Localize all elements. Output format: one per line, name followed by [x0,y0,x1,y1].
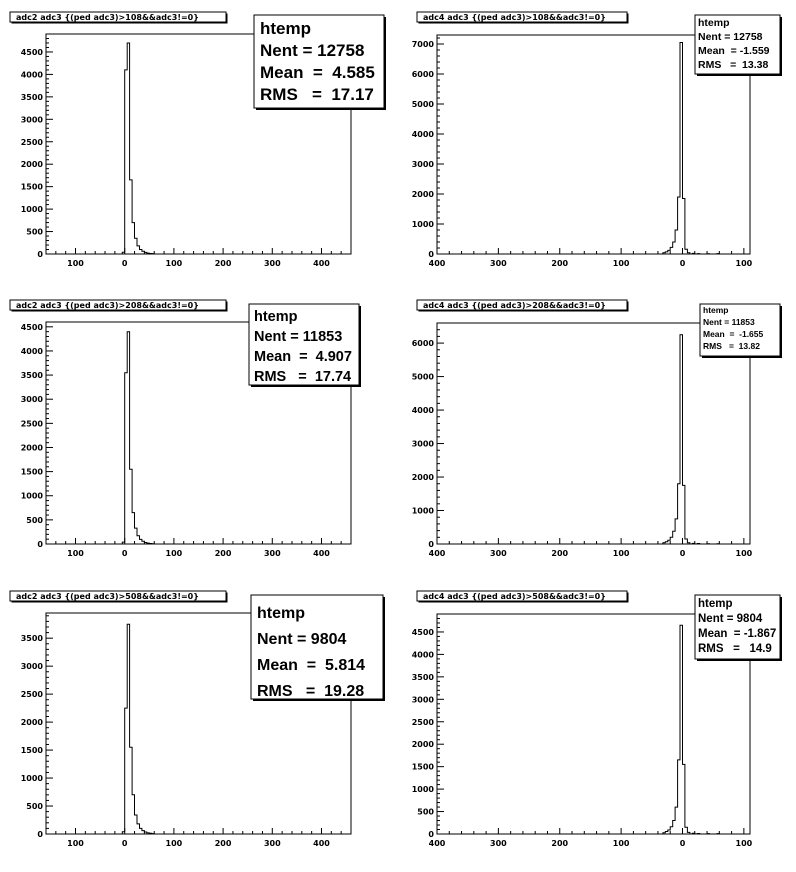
y-tick-label: 6000 [411,339,434,349]
stats-name: htemp [257,605,305,622]
y-tick-label: 500 [26,802,43,812]
stats-line: Nent = 11853 [703,317,755,327]
stats-line: RMS = 13.38 [698,59,769,71]
x-tick-label: 100 [67,839,84,848]
x-tick-label: 400 [428,839,446,848]
stats-line: Nent = 11853 [254,329,343,345]
y-tick-label: 3500 [411,672,434,682]
stats-name: htemp [698,598,733,610]
stats-line: RMS = 14.9 [698,643,772,655]
x-tick-label: 200 [214,839,232,848]
histogram-panel-6 [412,591,782,848]
x-tick-label: 100 [165,259,183,268]
y-tick-label: 5000 [411,100,434,109]
y-tick-label: 0 [428,250,434,259]
x-tick-label: 400 [313,839,330,848]
y-tick-label: 1000 [20,205,43,215]
chart-title: adc4 adc3 {(ped adc3)>508&&adc3!=0} [423,592,606,601]
y-tick-label: 0 [428,540,434,549]
x-tick-label: 200 [214,549,232,558]
y-tick-label: 3500 [20,92,43,102]
histogram-panel-2 [412,12,782,268]
y-tick-label: 7000 [411,40,434,49]
y-tick-label: 4000 [411,406,434,416]
stats-name: htemp [254,309,298,325]
x-tick-label: 100 [612,259,630,268]
x-tick-label: 300 [490,259,507,268]
y-tick-label: 4500 [20,47,43,57]
x-tick-label: 200 [551,259,569,268]
x-tick-label: 100 [67,549,84,558]
histogram-bins [122,332,154,544]
y-tick-label: 0 [37,250,43,259]
histogram-panel-3 [10,300,361,558]
histogram-panel-5 [10,591,385,848]
x-tick-label: 200 [551,549,569,558]
chart-title: adc4 adc3 {(ped adc3)>208&&adc3!=0} [423,301,606,310]
y-tick-label: 3000 [20,395,43,405]
x-tick-label: 300 [490,549,507,558]
stats-line: Mean = 5.814 [257,657,366,674]
stats-line: RMS = 17.17 [260,85,374,104]
y-tick-label: 1500 [20,182,43,192]
y-tick-label: 2000 [20,718,43,728]
stats-line: Mean = -1.655 [703,329,764,339]
y-tick-label: 500 [26,515,43,525]
x-tick-label: 100 [612,839,630,848]
y-tick-label: 2000 [411,740,434,750]
x-tick-label: 100 [67,259,84,268]
chart-title: adc2 adc3 {(ped adc3)>108&&adc3!=0} [16,13,199,22]
y-tick-label: 2500 [20,690,43,700]
y-tick-label: 3000 [411,695,434,705]
stats-line: Mean = 4.585 [260,63,375,82]
x-tick-label: 0 [679,259,686,268]
chart-title: adc2 adc3 {(ped adc3)>208&&adc3!=0} [16,301,199,310]
histogram-bins [663,335,719,544]
x-tick-label: 0 [679,549,686,558]
y-tick-label: 4000 [20,70,43,80]
x-tick-label: 100 [165,549,183,558]
stats-name: htemp [698,17,730,29]
stats-line: RMS = 17.74 [254,369,352,385]
x-tick-label: 0 [121,549,128,558]
y-tick-label: 3000 [411,160,434,169]
y-tick-label: 2000 [20,160,43,170]
x-tick-label: 0 [679,839,686,848]
y-tick-label: 2500 [20,137,43,147]
y-tick-label: 500 [26,227,43,237]
chart-title: adc4 adc3 {(ped adc3)>108&&adc3!=0} [423,13,606,22]
y-tick-label: 2500 [20,419,43,429]
x-tick-label: 400 [313,259,330,268]
histogram-bins [122,624,154,834]
y-tick-label: 2500 [411,717,434,727]
y-tick-label: 3500 [20,634,43,644]
stats-name: htemp [703,305,729,315]
stats-line: Mean = -1.559 [698,45,770,57]
y-tick-label: 2000 [411,190,434,199]
x-tick-label: 200 [214,259,232,268]
x-tick-label: 200 [551,839,569,848]
y-tick-label: 5000 [411,372,434,382]
x-tick-label: 400 [428,259,446,268]
y-tick-label: 3000 [20,115,43,125]
x-tick-label: 400 [428,549,446,558]
y-tick-label: 3000 [20,662,43,672]
x-tick-label: 300 [263,549,281,558]
y-tick-label: 2000 [20,443,43,453]
y-tick-label: 4000 [20,346,43,356]
y-tick-label: 3500 [20,371,43,381]
y-tick-label: 1000 [20,774,43,784]
histogram-panel-1 [10,12,386,268]
x-tick-label: 400 [313,549,330,558]
x-tick-label: 300 [490,839,507,848]
y-tick-label: 3000 [411,439,434,449]
stats-line: Nent = 12758 [698,31,763,43]
y-tick-label: 4000 [411,650,434,660]
y-tick-label: 0 [428,830,434,839]
stats-line: Mean = -1.867 [698,628,777,640]
y-tick-label: 1000 [411,506,434,516]
x-tick-label: 0 [121,839,128,848]
stats-name: htemp [260,19,311,38]
histogram-bins [122,43,154,254]
x-tick-label: 100 [735,839,753,848]
stats-line: RMS = 13.82 [703,341,760,351]
y-tick-label: 1500 [20,467,43,477]
y-tick-label: 1000 [411,785,434,795]
x-tick-label: 300 [263,839,281,848]
x-tick-label: 300 [263,259,281,268]
y-tick-label: 0 [37,540,43,549]
x-tick-label: 0 [121,259,128,268]
y-tick-label: 1000 [20,491,43,501]
y-tick-label: 6000 [411,70,434,79]
y-tick-label: 2000 [411,473,434,483]
y-tick-label: 1500 [20,746,43,756]
stats-line: Nent = 12758 [260,41,365,60]
y-tick-label: 4500 [20,322,43,332]
stats-line: RMS = 19.28 [257,683,365,700]
stats-line: Mean = 4.907 [254,349,352,365]
y-tick-label: 0 [37,830,43,839]
stats-line: Nent = 9804 [698,613,763,625]
y-tick-label: 500 [417,807,434,817]
chart-title: adc2 adc3 {(ped adc3)>508&&adc3!=0} [16,592,199,601]
histogram-panel-4 [412,300,782,558]
y-tick-label: 4000 [411,130,434,139]
stats-line: Nent = 9804 [257,631,347,648]
x-tick-label: 100 [612,549,630,558]
x-tick-label: 100 [165,839,183,848]
y-tick-label: 1500 [411,762,434,772]
x-tick-label: 100 [735,549,753,558]
x-tick-label: 100 [735,259,753,268]
y-tick-label: 1000 [411,220,434,229]
y-tick-label: 4500 [411,627,434,637]
